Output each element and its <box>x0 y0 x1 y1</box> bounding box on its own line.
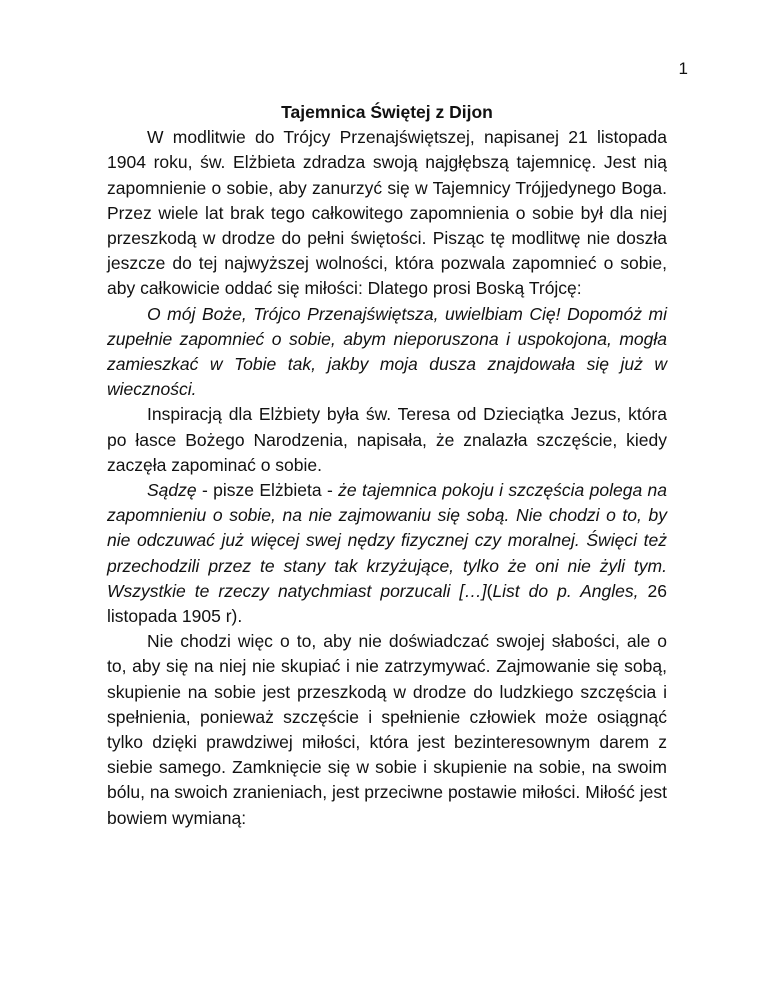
document-body <box>107 100 667 831</box>
quote-start: Sądzę <box>147 480 197 501</box>
quote-attribution: - pisze Elżbieta - <box>196 480 339 501</box>
paragraph-2-prayer-quote: O mój Boże, Trójco Przenajświętsza, uwielbiam Cię! Dopomóż mi zupełnie zapomnieć o sobie, abym nieporuszona i uspokojona, mogła zamieszkać w Tobie tak, jakby moja dusza znajdowała się już w wieczności. <box>107 303 667 400</box>
paragraph-3: Inspiracją dla Elżbiety była św. Teresa od Dzieciątka Jezus, która po łasce Bożego Narodzenia, napisała, że znalazła szczęście, kiedy zaczęła zapominać o sobie. <box>107 404 667 475</box>
citation-date: 26 listopada 1905 r). <box>107 580 667 627</box>
paragraph-1: W modlitwie do Trójcy Przenajświętszej, napisanej 21 listopada 1904 roku, św. Elżbieta zdradza swoją najgłębszą tajemnicę. Jest nią zapomnienie o sobie, aby zanurzyć się w Tajemnicy Trójjedynego Boga. Przez wiele lat brak tego całkowitego zapomnienia o sobie był dla niej przeszkodą w drodze do pełni świętości. Pisząc tę modlitwę nie doszła jeszcze do tej najwyższej wolności, która pozwala zapomnieć o sobie, aby całkowicie oddać się miłości: Dlatego prosi Boską Trójcę: <box>107 127 667 299</box>
document-title: Tajemnica Świętej z Dijon <box>281 102 493 122</box>
paragraph-4 <box>107 478 667 629</box>
paragraph-5: Nie chodzi więc o to, aby nie doświadczać swojej słabości, ale o to, aby się na niej nie skupiać i nie zatrzymywać. Zajmowanie się sobą, skupienie na sobie jest przeszkodą w drodze do ludzkiego szczęścia i spełnienia, ponieważ szczęście i spełnienie człowiek może osiągnąć tylko dzięki prawdziwej miłości, która jest bezinteresownym darem z siebie samego. Zamknięcie się w sobie i skupienie na sobie, na swoim bólu, na swoich zranieniach, jest przeciwne postawie miłości. Miłość jest bowiem wymianą: <box>107 631 667 828</box>
citation-source: List do p. Angles, <box>492 580 639 601</box>
citation-open-paren: ( <box>486 580 493 601</box>
quote-body: że tajemnica pokoju i szczęścia polega na zapomnieniu o sobie, na nie zajmowaniu się sobą. Nie chodzi o to, by nie odczuwać już więcej swej nędzy fizycznej czy moralnej. Święci też przechodzili przez te stany tak krzyżujące, tylko że oni nie żyli tym. Wszystkie te rzeczy natychmiast porzucali […] <box>107 480 667 601</box>
page-number: 1 <box>678 59 688 78</box>
